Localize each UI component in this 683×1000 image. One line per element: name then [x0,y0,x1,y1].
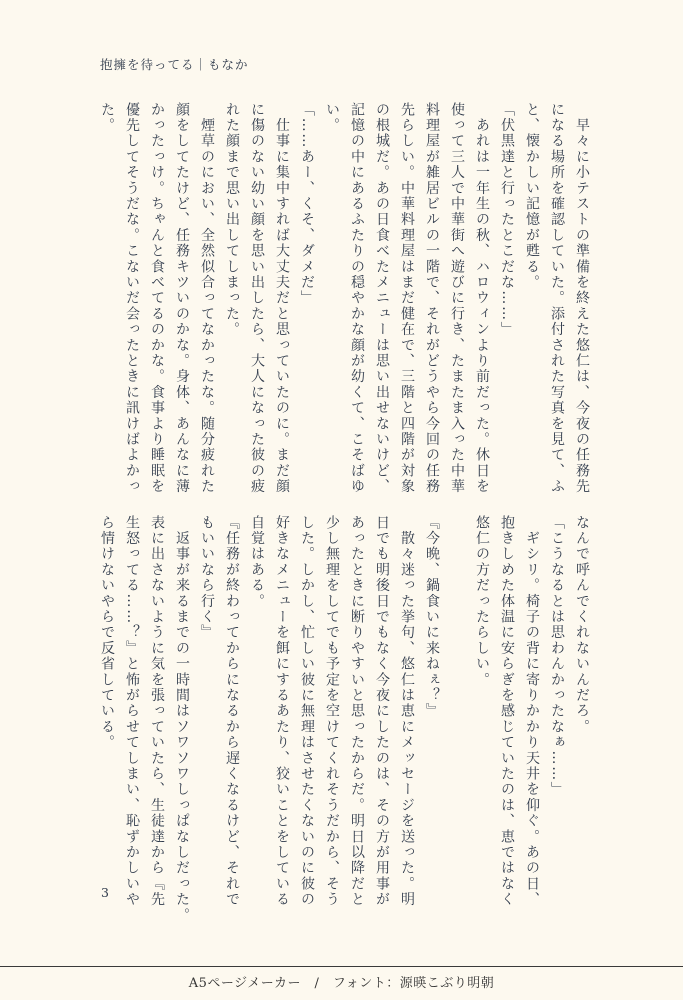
footer-divider [0,966,683,967]
body-text-lower: なんで呼んでくれないんだろ。 「こうなるとは思わんかったなぁ……」 ギシリ。椅子の背に寄りかかり天井を仰ぐ。あの日、 抱きしめた体温に安らぎを感じていたのは、恵ではなく 悠仁の方だったらしい。 『今晩、鍋食いに来ねぇ？』 散々迷った挙句、悠仁は恵にメッセージを送った。明 日でも明後日でもなく今夜にしたのは、その方が用事が あったときに断りやすいと思ったからだ。明日以降だと 少し無理をしてでも予定を空けてくれそうだから、そう した。しかし、忙しい彼に無理はさせたくないのに彼の 好きなメニューを餌にするあたり、狡いことをしている 自覚はある。 『任務が終わってからになるから遅くなるけど、それで もいいなら行く』 返事が来るまでの一時間はソワソワしっぱなしだった。 表に出さないように気を張っていたら、生徒達から『先 生怒ってる……？』と怖がらせてしまい、恥ずかしいや ら情けないやらで反省している。 [99,515,590,924]
footer-credit: A5ページメーカー / フォント：源暎こぶり明朝 [188,976,495,991]
page-number: 3 [101,885,109,900]
running-header: 抱擁を待ってる｜もなか [100,57,249,72]
body-text-upper: 早々に小テストの準備を終えた悠仁は、今夜の任務先 になる場所を確認していた。添付された写真を見て、ふ と、懐かしい記憶が甦る。 「伏黒達と行ったとこだな……」 あれは一年生の秋、ハロウィンより前だった。休日を 使って三人で中華街へ遊びに行き、たまたま入った中華 料理屋が雑居ビルの一階で、それがどうやら今回の任務 先らしい。中華料理屋はまだ健在で、三階と四階が対象 の根城だ。あの日食べたメニューは思い出せないけど、 記憶の中にあるふたりの穏やかな顔が幼くて、こそばゆ い。 「……あー、くそ、ダメだ」 仕事に集中すれば大丈夫だと思っていたのに。まだ顔 に傷のない幼い顔を思い出したら、大人になった彼の疲 れた顔まで思い出してしまった。 煙草のにおい、全然似合ってなかったな。随分疲れた 顔をしてたけど、任務キツいのかな。身体、あんなに薄 かったっけ。ちゃんと食べてるのかな。食事より睡眠を 優先してそうだな。こないだ会ったときに訊けばよかっ た。 [99,102,590,495]
